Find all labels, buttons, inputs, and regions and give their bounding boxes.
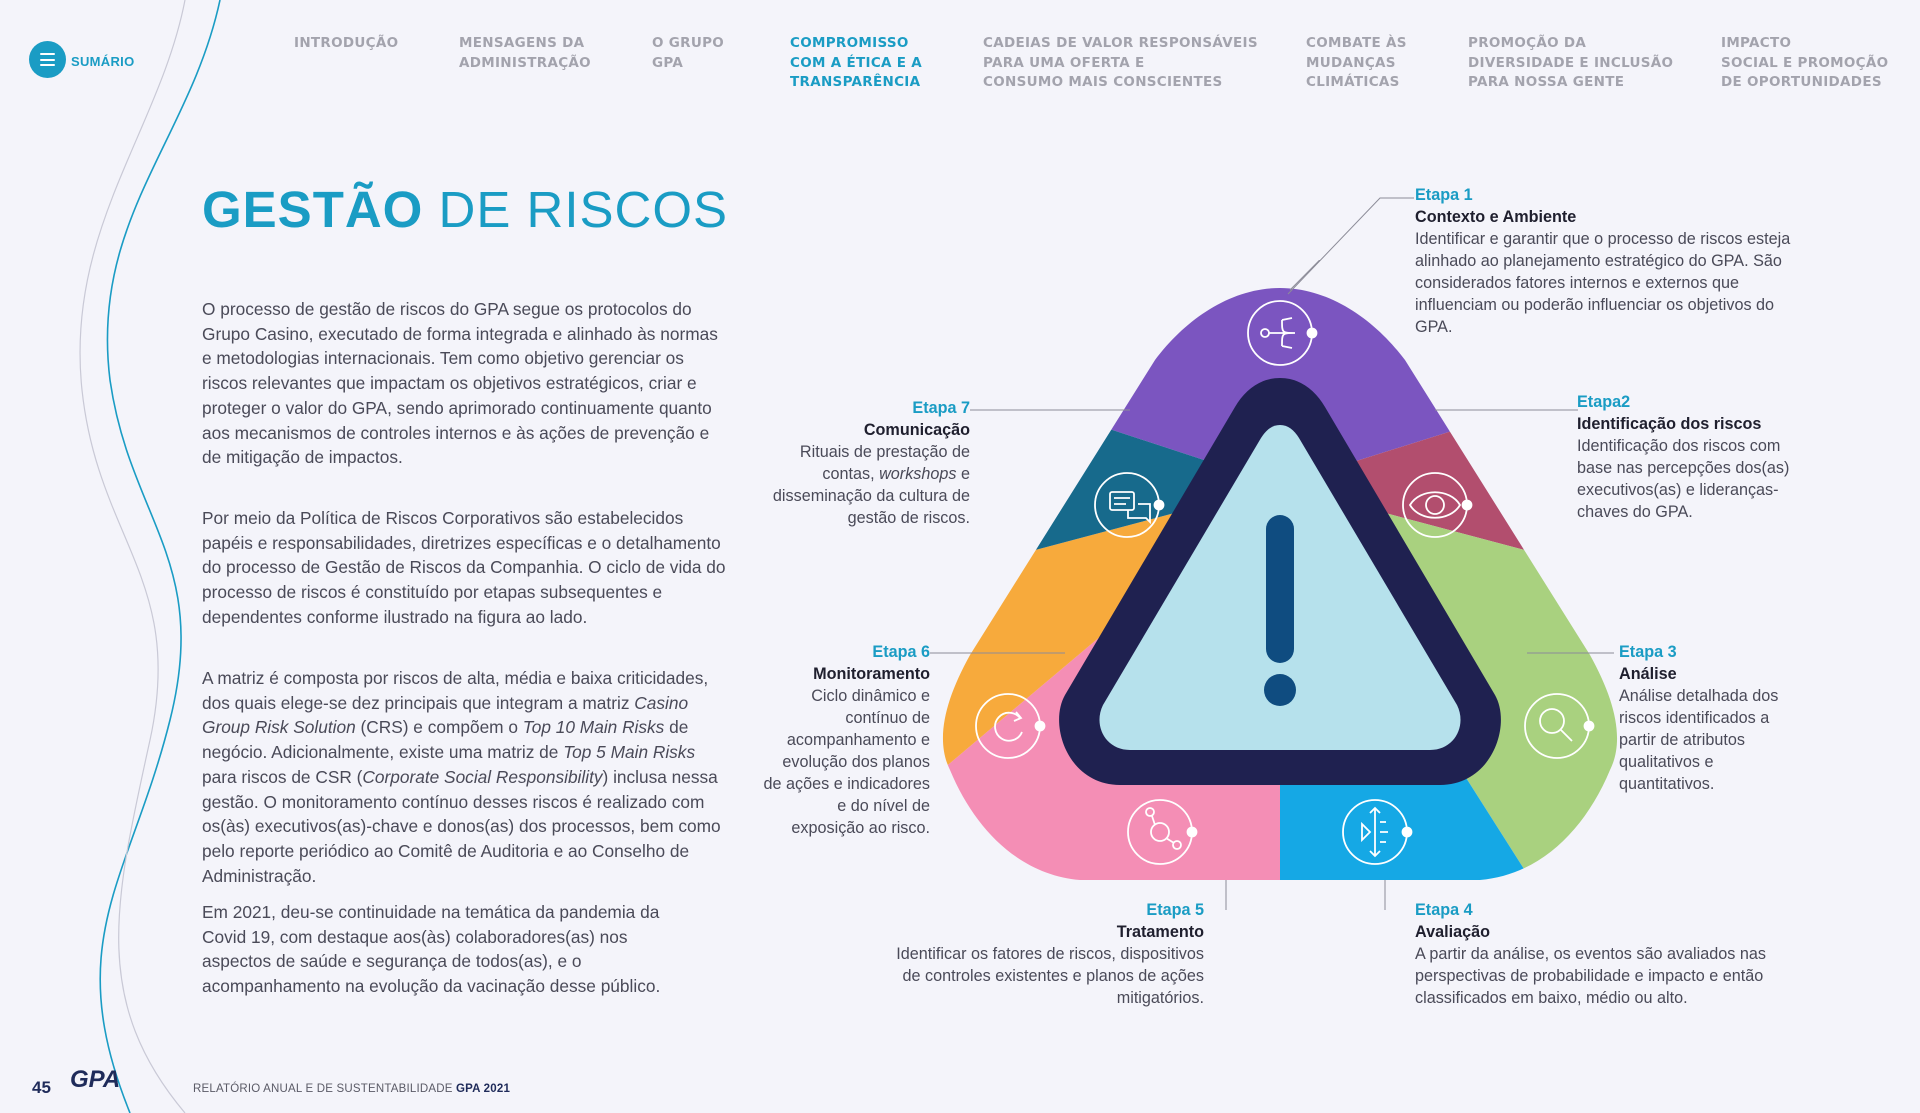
step-6-label: Etapa 6: [872, 643, 930, 661]
leader-line-etapa-1: [1280, 190, 1420, 300]
body-paragraph-2: Por meio da Política de Riscos Corporativos são estabelecidos papéis e responsabilidades, diretrizes específicas e o detalhamento do processo de Gestão de Riscos da Companhia. O ciclo de vida do processo de riscos é constituído por etapas subsequentes e dependentes conforme ilustrado na figura ao lado.: [202, 508, 726, 627]
step-2-heading: Identificação dos riscos: [1577, 415, 1762, 433]
step-5-text: Identificar os fatores de riscos, dispositivos de controles existentes e planos de ações mitigatórios.: [896, 945, 1204, 1007]
step-6-text: Ciclo dinâmico e contínuo de acompanhamento e evolução dos planos de ações e indicadores e do nível de exposição ao risco.: [763, 687, 930, 837]
menu-button[interactable]: [29, 41, 66, 78]
step-2: [1577, 391, 1807, 523]
step-7-text: Rituais de prestação de contas, workshops e disseminação da cultura de gestão de riscos.: [772, 443, 970, 527]
step-2-text: Identificação dos riscos com base nas percepções dos(as) executivos(as) e lideranças-chaves do GPA.: [1577, 437, 1790, 521]
gpa-logo: GPA: [70, 1066, 121, 1093]
step-5-label: Etapa 5: [1146, 901, 1204, 919]
report-title: RELATÓRIO ANUAL E DE SUSTENTABILIDADE GPA 2021: [193, 1083, 511, 1095]
step-7-label: Etapa 7: [912, 399, 970, 417]
page-number: 45: [32, 1078, 51, 1097]
nav-mensagens[interactable]: MENSAGENS DA ADMINISTRAÇÃO: [459, 35, 591, 71]
step-4-label: Etapa 4: [1415, 901, 1473, 919]
body-paragraph-4: Em 2021, deu-se continuidade na temática da pandemia da Covid 19, com destaque aos(às) colaboradores(as) nos aspectos de saúde e segurança de todos(as), e o acompanhamento na evolução da vacinação desse público.: [202, 902, 661, 997]
menu-icon: [40, 53, 55, 55]
step-7-heading: Comunicação: [863, 421, 970, 439]
title-bold: GESTÃO: [202, 181, 424, 238]
step-4-heading: Avaliação: [1415, 923, 1490, 941]
step-6: [760, 641, 930, 839]
step-1-heading: Contexto e Ambiente: [1415, 208, 1577, 226]
step-5-heading: Tratamento: [1116, 923, 1204, 941]
page-title: [202, 180, 728, 240]
step-1-text: Identificar e garantir que o processo de riscos esteja alinhado ao planejamento estratégico do GPA. São considerados fatores internos e externos que influenciam ou poderão influenciar os objetivos do GPA.: [1415, 230, 1791, 336]
nav-impacto-social[interactable]: IMPACTO SOCIAL E PROMOÇÃO DE OPORTUNIDADES: [1721, 35, 1889, 90]
step-2-label: Etapa2: [1577, 393, 1631, 411]
step-3: [1619, 641, 1809, 795]
nav-cadeias-valor[interactable]: CADEIAS DE VALOR RESPONSÁVEIS PARA UMA OFERTA E CONSUMO MAIS CONSCIENTES: [983, 35, 1258, 90]
step-3-heading: Análise: [1619, 665, 1677, 683]
body-paragraph-1: O processo de gestão de riscos do GPA segue os protocolos do Grupo Casino, executado de forma integrada e alinhado às normas e metodologias internacionais. Tem como objetivo gerenciar os riscos relevantes que impactam os objetivos estratégicos, criar e proteger o valor do GPA, sendo aprimorado continuamente quanto aos mecanismos de controles internos e às ações de prevenção e de mitigação de impactos.: [202, 299, 718, 468]
step-1: [1415, 184, 1805, 338]
nav-introducao[interactable]: INTRODUÇÃO: [294, 35, 399, 51]
leader-lines-sides: [930, 400, 1630, 720]
step-5: [894, 899, 1204, 1009]
body-paragraph-3: A matriz é composta por riscos de alta, média e baixa criticidades, dos quais elege-se dez principais que integram a matriz Casino Group Risk Solution (CRS) e compõem o Top 10 Main Risks de negócio. Adicionalmente, existe uma matriz de Top 5 Main Risks para riscos de CSR (Corporate Social Responsibility) inclusa nessa gestão. O monitoramento contínuo desses riscos é realizado com os(às) executivos(as)-chave e donos(as) dos processos, bem como pelo reporte periódico ao Comitê de Auditoria e ao Conselho de Administração.: [202, 668, 721, 886]
step-4-text: A partir da análise, os eventos são avaliados nas perspectivas de probabilidade e impacto e então classificados em baixo, médio ou alto.: [1415, 945, 1766, 1007]
step-3-label: Etapa 3: [1619, 643, 1677, 661]
title-light: DE RISCOS: [423, 181, 729, 238]
nav-grupo-gpa[interactable]: O GRUPO GPA: [652, 35, 725, 71]
step-3-text: Análise detalhada dos riscos identificados a partir de atributos qualitativos e quantitativos.: [1619, 687, 1779, 793]
step-1-label: Etapa 1: [1415, 186, 1473, 204]
sumario-link[interactable]: SUMÁRIO: [71, 54, 135, 69]
step-7: [760, 397, 970, 529]
step-6-heading: Monitoramento: [813, 665, 930, 683]
nav-compromisso-etica[interactable]: COMPROMISSO COM A ÉTICA E A TRANSPARÊNCIA: [790, 35, 923, 90]
step-4: [1415, 899, 1810, 1009]
nav-combate-mudancas[interactable]: COMBATE ÀS MUDANÇAS CLIMÁTICAS: [1306, 35, 1407, 90]
nav-promocao-diversidade[interactable]: PROMOÇÃO DA DIVERSIDADE E INCLUSÃO PARA NOSSA GENTE: [1468, 35, 1674, 90]
